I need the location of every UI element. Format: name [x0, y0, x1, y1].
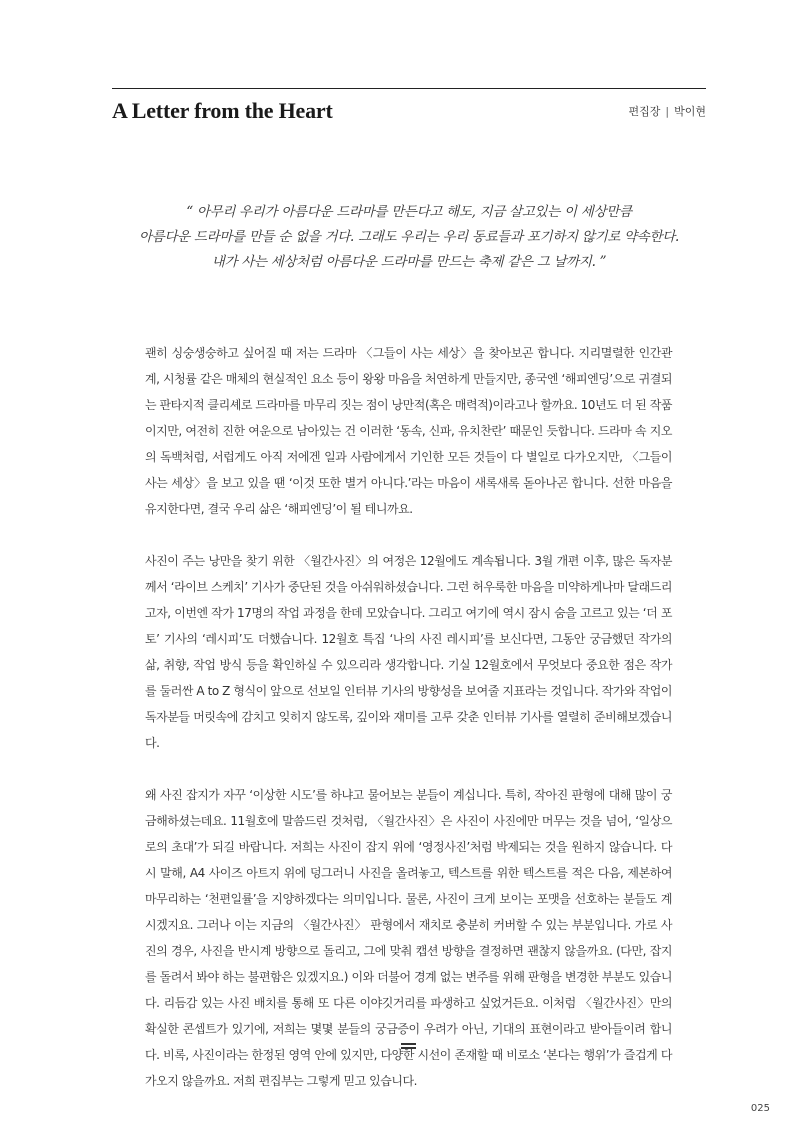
body-paragraph: 왜 사진 잡지가 자꾸 ‘이상한 시도’를 하냐고 물어보는 분들이 계십니다. 특히, 작아진 판형에 대해 많이 궁금해하셨는데요. 11월호에 말씀드린 것처럼, 〈월간사진〉은 사진이 사진에만 머무는 것을 넘어, ‘일상으로의 초대’가 되길 바랍니다. 저희는 사진이 잡지 위에 ‘영정사진’처럼 박제되는 것을 원하지 않습니다. 다시 말해, A4 사이즈 아트지 위에 덩그러니 사진을 올려놓고, 텍스트를 위한 텍스트를 적은 다음, 제본하여 마무리하는 ‘천편일률’을 지양하겠다는 의미입니다. 물론, 사진이 크게 보이는 포맷을 선호하는 분들도 계시겠지요. 그러나 이는 지금의 〈월간사진〉 판형에서 재치로 충분히 커버할 수 있는 부분입니다. 가로 사진의 경우, 사진을 반시계 방향으로 돌리고, 그에 맞춰 캡션 방향을 결정하면 괜찮지 않을까요. (다만, 잡지를 돌려서 봐야 하는 불편함은 있겠지요.) 이와 더불어 경계 없는 변주를 위해 판형을 변경한 부분도 있습니다. 리듬감 있는 사진 배치를 통해 또 다른 이야깃거리를 파생하고 싶었거든요. 이처럼 〈월간사진〉만의 확실한 콘셉트가 있기에, 저희는 몇몇 분들의 궁금증이 우려가 아닌, 기대의 표현이라고 받아들이려 합니다. 비록, 사진이라는 한정된 영역 안에 있지만, 다양한 시선이 존재할 때 비로소 ‘본다는 행위’가 즐겁게 다가오지 않을까요. 저희 편집부는 그렇게 믿고 있습니다. — [145, 788, 672, 1088]
page-title: A Letter from the Heart — [112, 98, 333, 123]
quote-line: “ 아무리 우리가 아름다운 드라마를 만든다고 해도, 지금 살고있는 이 세상만큼 — [186, 204, 632, 220]
quote-line: 내가 사는 세상처럼 아름다운 드라마를 만드는 축제 같은 그 날까지. ” — [211, 254, 607, 270]
letter-body — [145, 340, 672, 1094]
byline-separator: | — [665, 105, 670, 118]
quote-line: 아름다운 드라마를 만들 순 없을 거다. 그래도 우리는 우리 동료들과 포기하지 않기로 약속한다. — [138, 229, 680, 245]
pull-quote — [112, 200, 706, 275]
byline — [629, 103, 707, 119]
byline-author: 박이현 — [674, 105, 706, 118]
page-number: 025 — [750, 1103, 770, 1114]
body-paragraph: 괜히 싱숭생숭하고 싶어질 때 저는 드라마 〈그들이 사는 세상〉을 찾아보곤 합니다. 지리멸렬한 인간관계, 시청률 같은 매체의 현실적인 요소 등이 왕왕 마음을 처연하게 만들지만, 종국엔 ‘해피엔딩’으로 귀결되는 판타지적 클리셰로 드라마를 마무리 짓는 점이 낭만적(혹은 매력적)이라고나 할까요. 10년도 더 된 작품이지만, 여전히 진한 여운으로 남아있는 건 이러한 ‘동속, 신파, 유치찬란’ 때문인 듯합니다. 드라마 속 지오의 독백처럼, 서럽게도 아직 저에겐 일과 사람에게서 기인한 모든 것들이 다 별일로 다가오지만, 〈그들이 사는 세상〉을 보고 있을 땐 ‘이것 또한 별거 아니다.’라는 마음이 새록새록 돋아나곤 합니다. 선한 마음을 유지한다면, 결국 우리 삶은 ‘해피엔딩’이 될 테니까요. — [145, 346, 672, 516]
header-rule — [112, 88, 706, 89]
byline-role: 편집장 — [628, 105, 661, 118]
body-paragraph: 사진이 주는 낭만을 찾기 위한 〈월간사진〉의 여정은 12월에도 계속됩니다. 3월 개편 이후, 많은 독자분께서 ‘라이브 스케치’ 기사가 중단된 것을 아쉬워하셨습니다. 그런 허우룩한 마음을 미약하게나마 달래드리고자, 이번엔 작가 17명의 작업 과정을 한데 모았습니다. 그리고 여기에 역시 잠시 숨을 고르고 있는 ‘더 포토’ 기사의 ‘레시피’도 더했습니다. 12월호 특집 ‘나의 사진 레시피’를 보신다면, 그동안 궁금했던 작가의 삶, 취향, 작업 방식 등을 확인하실 수 있으리라 생각합니다. 기실 12월호에서 무엇보다 중요한 점은 작가를 둘러싼 A to Z 형식이 앞으로 선보일 인터뷰 기사의 방향성을 보여줄 지표라는 것입니다. 작가와 작업이 독자분들 머릿속에 감치고 잊히지 않도록, 깊이와 재미를 고루 갖춘 인터뷰 기사를 열렬히 준비해보겠습니다. — [145, 554, 672, 750]
end-mark — [401, 1043, 416, 1049]
